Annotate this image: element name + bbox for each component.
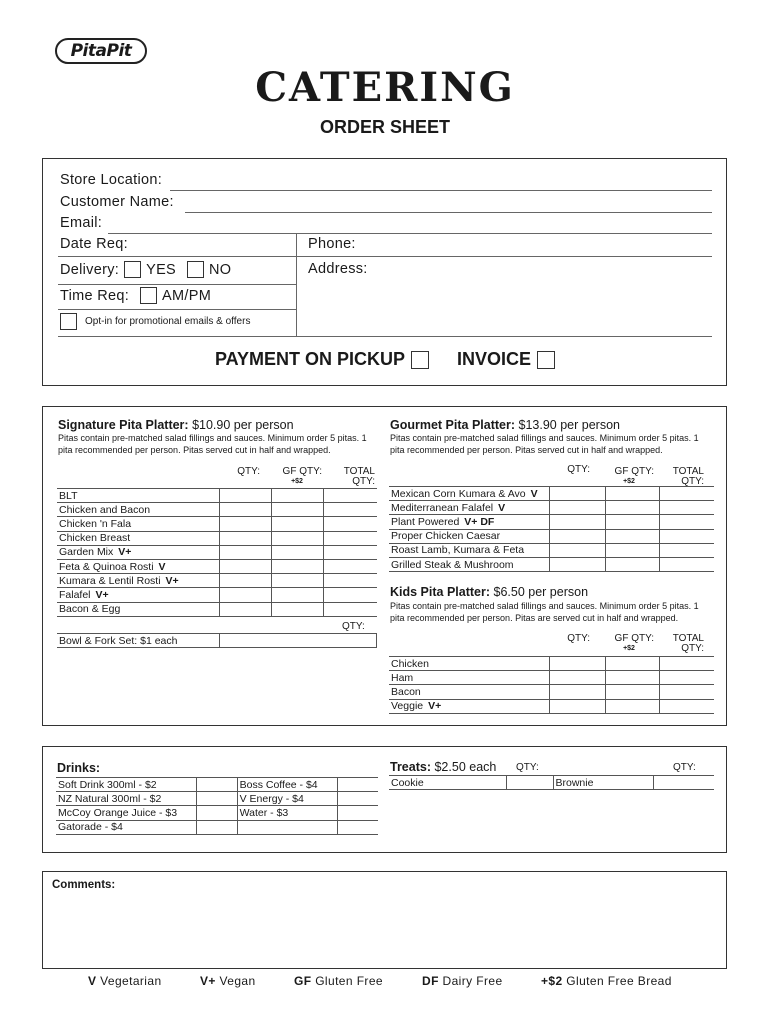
delivery-row [60,261,231,278]
qty-cell[interactable] [549,543,605,557]
qty-cell[interactable] [219,574,271,588]
table-row [57,634,377,648]
table-row [57,588,377,602]
delivery-yes-label: YES [146,261,177,278]
email-label: Email: [60,215,103,231]
drink-qty-cell[interactable] [338,792,378,806]
treats-qty-header-2: QTY: [673,762,696,773]
signature-title: Signature Pita Platter: [58,418,189,432]
ampm-label: AM/PM [162,287,212,304]
kids-heading [390,585,588,599]
menu-item-cell [389,699,549,713]
gf-qty-cell[interactable] [605,515,659,529]
menu-item-cell [57,559,219,573]
dietary-tag: V+ [118,546,132,559]
gf-qty-cell[interactable] [271,517,323,531]
gf-qty-cell[interactable] [605,685,659,699]
menu-item-cell [57,489,219,503]
table-row [389,487,714,501]
table-row [389,501,714,515]
kids-total-header [660,634,704,654]
delivery-no-checkbox[interactable] [187,261,204,278]
kids-total-label: TOTAL [672,633,704,644]
total-qty-cell[interactable] [323,574,377,588]
cookie-qty-cell[interactable] [506,776,553,790]
kids-description: Pitas contain pre-matched salad fillings and sauces. Minimum order 5 pitas. 1 pita recommended per person. Pitas are served cut in half and wrapped. [390,601,699,623]
total-qty-cell[interactable] [323,559,377,573]
menu-item-name: Veggie [391,700,424,713]
gourmet-title: Gourmet Pita Platter: [390,418,516,432]
gourmet-price: $13.90 per person [518,418,620,432]
legend-gf-bread [541,974,672,988]
signature-description: Pitas contain pre-matched salad fillings and sauces. Minimum order 5 pitas. 1 pita recommended per person. Pitas served cut in half and wrapped. [58,433,367,455]
time-req-checkbox[interactable] [140,287,157,304]
gf-qty-cell[interactable] [605,543,659,557]
table-row [57,574,377,588]
table-row [57,545,377,559]
table-row [56,806,378,820]
kids-title: Kids Pita Platter: [390,585,491,599]
delivery-no-label: NO [209,261,232,278]
delivery-row-divider [58,284,296,285]
drink-item [237,820,338,834]
gf-qty-cell[interactable] [271,559,323,573]
qty-cell[interactable] [219,489,271,503]
drink-qty-cell[interactable] [197,778,237,792]
table-row [57,602,377,616]
treats-table [389,775,714,790]
legend-gluten-free [294,974,383,988]
delivery-yes-checkbox[interactable] [124,261,141,278]
drink-item: V Energy - $4 [237,792,338,806]
gf-qty-cell[interactable] [271,503,323,517]
total-qty-cell[interactable] [659,501,714,515]
opt-in-row [60,313,250,330]
drink-item: NZ Natural 300ml - $2 [56,792,197,806]
legend-vegan [200,974,256,988]
signature-gf-header [272,467,322,487]
brownie-qty-cell[interactable] [653,776,714,790]
menu-item-name: Proper Chicken Caesar [391,530,501,543]
bowl-fork-table [57,633,377,648]
legend-v-code: V [88,974,97,988]
menu-item-name: Bacon & Egg [59,603,121,616]
menu-item-name: Mexican Corn Kumara & Avo [391,487,526,500]
total-qty-cell[interactable] [323,489,377,503]
gf-qty-cell[interactable] [271,531,323,545]
total-qty-cell[interactable] [323,531,377,545]
drink-item: McCoy Orange Juice - $3 [56,806,197,820]
menu-item-name: Chicken 'n Fala [59,517,132,530]
opt-in-checkbox[interactable] [60,313,77,330]
payment-pickup-label: PAYMENT ON PICKUP [214,349,405,369]
drink-qty-cell[interactable] [197,806,237,820]
menu-item-cell [389,515,549,529]
store-location-field[interactable] [170,190,712,191]
signature-heading [58,418,294,432]
signature-price: $10.90 per person [192,418,294,432]
legend-df-code: DF [422,974,439,988]
table-row [57,517,377,531]
table-row [57,531,377,545]
menu-item-name: Plant Powered [391,515,460,528]
qty-cell[interactable] [549,685,605,699]
qty-cell[interactable] [219,545,271,559]
menu-item-cell [389,487,549,501]
drink-item: Water - $3 [237,806,338,820]
qty-cell[interactable] [549,515,605,529]
total-qty-cell[interactable] [323,503,377,517]
gourmet-qty-header: QTY: [567,464,590,475]
drink-qty-cell[interactable] [338,806,378,820]
menu-item-name: Feta & Quinoa Rosti [59,560,154,573]
bowl-fork-label: Bowl & Fork Set: $1 each [57,634,219,648]
legend-vegetarian [88,974,162,988]
gourmet-order-table [389,486,714,572]
opt-in-divider [58,336,712,337]
signature-qty-header: QTY: [237,466,260,477]
drink-qty-cell[interactable] [338,820,378,834]
qty-cell[interactable] [219,517,271,531]
total-qty-cell[interactable] [323,588,377,602]
total-qty-cell[interactable] [659,671,714,685]
table-row [389,685,714,699]
menu-item-cell [57,517,219,531]
comments-title: Comments: [52,879,116,891]
table-row [389,657,714,671]
address-label: Address: [308,261,368,277]
qty-cell[interactable] [549,487,605,501]
legend-df-label: Dairy Free [442,974,503,988]
gourmet-total-header [660,467,704,487]
menu-item-name: Ham [391,671,414,684]
menu-item-cell [389,501,549,515]
menu-item-cell [57,531,219,545]
page-title: CATERING [255,64,515,111]
menu-item-cell [57,503,219,517]
kids-qty-header: QTY: [567,633,590,644]
treats-qty-header-1: QTY: [516,762,539,773]
legend-vplus-label: Vegan [219,974,256,988]
phone-field[interactable] [296,256,712,257]
email-field[interactable] [108,233,712,234]
table-row [389,529,714,543]
legend-gf-label: Gluten Free [315,974,383,988]
legend-v-label: Vegetarian [100,974,162,988]
customer-name-label: Customer Name: [60,194,174,210]
gourmet-total-label: TOTAL [672,466,704,477]
signature-gf-note: +$2 [291,478,303,485]
qty-cell[interactable] [549,529,605,543]
drinks-title: Drinks: [57,761,101,775]
table-row [389,557,714,571]
menu-item-cell [389,671,549,685]
dietary-tag: V [158,560,166,573]
menu-item-name: Chicken Breast [59,532,131,545]
dietary-tag: V [530,487,538,500]
total-qty-cell[interactable] [659,529,714,543]
drink-item: Gatorade - $4 [56,820,197,834]
bowl-qty-header: QTY: [342,621,365,632]
menu-item-name: Roast Lamb, Kumara & Feta [391,544,525,557]
dietary-tag: V+ [95,588,109,601]
qty-cell[interactable] [549,671,605,685]
bowl-fork-qty-cell[interactable] [219,634,377,648]
table-row [56,778,378,792]
pita-pit-logo: PitaPit [55,38,147,64]
page-subtitle: ORDER SHEET [319,117,451,137]
table-row [389,776,714,790]
menu-item-cell [389,543,549,557]
gf-qty-cell[interactable] [605,699,659,713]
qty-cell[interactable] [549,557,605,571]
total-qty-cell[interactable] [323,545,377,559]
date-req-field[interactable] [58,256,296,257]
gf-qty-cell[interactable] [271,489,323,503]
table-row [57,503,377,517]
legend-gf-code: GF [294,974,312,988]
menu-item-cell [389,685,549,699]
menu-item-name: Garden Mix [59,546,114,559]
phone-label: Phone: [308,236,356,252]
dietary-tag: V [498,501,506,514]
gourmet-gf-header [604,467,654,487]
table-row [57,489,377,503]
gourmet-gf-note: +$2 [623,478,635,485]
gf-qty-cell[interactable] [271,588,323,602]
menu-item-name: Grilled Steak & Mushroom [391,558,514,571]
qty-cell[interactable] [549,699,605,713]
treats-item-cookie: Cookie [389,776,506,790]
kids-total-qty-label: QTY: [681,643,704,654]
menu-item-name: Bacon [391,685,421,698]
store-location-label: Store Location: [60,172,163,188]
menu-item-cell [57,588,219,602]
gf-qty-cell[interactable] [605,487,659,501]
kids-gf-note: +$2 [623,645,635,652]
invoice-label: INVOICE [457,349,532,369]
dietary-tag: V+ [165,574,179,587]
total-qty-cell[interactable] [659,543,714,557]
kids-gf-label: GF QTY: [614,633,654,644]
time-req-label: Time Req: [60,287,130,304]
drink-qty-cell[interactable] [338,778,378,792]
menu-item-name: Chicken and Bacon [59,503,151,516]
kids-gf-header [604,634,654,654]
signature-gf-label: GF QTY: [282,466,322,477]
total-qty-cell[interactable] [323,517,377,531]
time-row-divider [58,309,296,310]
table-row [389,515,714,529]
menu-item-cell [57,545,219,559]
table-row [56,820,378,834]
qty-cell[interactable] [219,531,271,545]
total-qty-cell[interactable] [659,699,714,713]
signature-order-table [57,488,377,617]
gf-qty-cell[interactable] [271,545,323,559]
signature-total-qty-label: QTY: [352,476,375,487]
menu-item-name: Falafel [59,588,91,601]
signature-total-label: TOTAL [343,466,375,477]
date-req-label: Date Req: [60,236,128,252]
treats-price: $2.50 each [434,760,497,774]
menu-item-cell [389,657,549,671]
menu-item-name: Chicken [391,657,429,670]
gf-qty-cell[interactable] [605,657,659,671]
legend-vplus-code: V+ [200,974,216,988]
signature-total-header [330,467,375,487]
opt-in-label: Opt-in for promotional emails & offers [85,315,251,327]
legend-plus2-code: +$2 [541,974,563,988]
delivery-label: Delivery: [60,261,120,278]
menu-item-cell [57,574,219,588]
total-qty-cell[interactable] [659,685,714,699]
menu-item-cell [389,529,549,543]
dietary-tag: V+ [428,700,442,713]
menu-item-cell [389,557,549,571]
customer-name-field[interactable] [185,212,712,213]
legend-plus2-label: Gluten Free Bread [566,974,672,988]
payment-pickup-checkbox[interactable] [411,351,429,369]
table-row [389,543,714,557]
total-qty-cell[interactable] [659,487,714,501]
total-qty-cell[interactable] [659,657,714,671]
gourmet-gf-label: GF QTY: [614,466,654,477]
gourmet-description: Pitas contain pre-matched salad fillings and sauces. Minimum order 5 pitas. 1 pita recommended per person. Pitas served cut in half and wrapped. [390,433,699,455]
time-req-row [60,287,211,304]
kids-price: $6.50 per person [493,585,589,599]
drink-qty-cell[interactable] [197,792,237,806]
gf-qty-cell[interactable] [271,602,323,616]
gourmet-heading [390,418,620,432]
gf-qty-cell[interactable] [605,557,659,571]
drink-item: Soft Drink 300ml - $2 [56,778,197,792]
gf-qty-cell[interactable] [271,574,323,588]
qty-cell[interactable] [549,501,605,515]
menu-item-cell [57,602,219,616]
qty-cell[interactable] [219,588,271,602]
qty-cell[interactable] [219,559,271,573]
treats-item-brownie: Brownie [553,776,653,790]
dietary-tag: V+ DF [464,515,495,528]
total-qty-cell[interactable] [323,602,377,616]
gf-qty-cell[interactable] [605,529,659,543]
invoice-checkbox[interactable] [537,351,555,369]
comments-box[interactable] [42,871,727,969]
qty-cell[interactable] [549,657,605,671]
qty-cell[interactable] [219,602,271,616]
gf-qty-cell[interactable] [605,671,659,685]
payment-row [0,349,770,370]
legend-dairy-free [422,974,503,988]
total-qty-cell[interactable] [659,557,714,571]
total-qty-cell[interactable] [659,515,714,529]
drink-item: Boss Coffee - $4 [237,778,338,792]
table-row [56,792,378,806]
qty-cell[interactable] [219,503,271,517]
gourmet-total-qty-label: QTY: [681,476,704,487]
menu-item-name: BLT [59,489,78,502]
column-divider [296,234,297,336]
menu-item-name: Kumara & Lentil Rosti [59,574,161,587]
drinks-table [56,777,378,835]
gf-qty-cell[interactable] [605,501,659,515]
treats-title: Treats: [390,760,431,774]
table-row [389,699,714,713]
treats-heading [390,760,496,774]
menu-item-name: Mediterranean Falafel [391,501,494,514]
drink-qty-cell[interactable] [197,820,237,834]
table-row [389,671,714,685]
kids-order-table [389,656,714,714]
table-row [57,559,377,573]
